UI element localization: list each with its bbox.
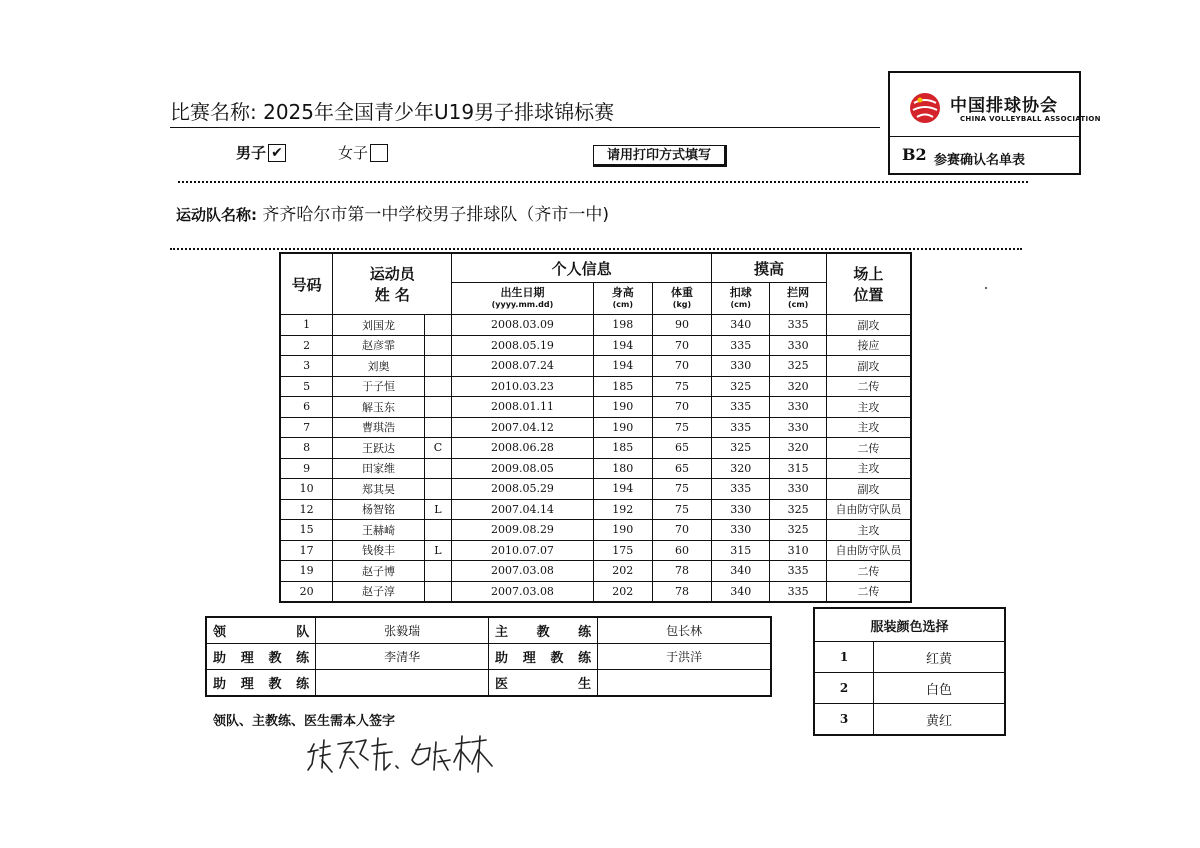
player-spike-reach: 335 xyxy=(712,417,770,438)
header-block-label: 拦网 xyxy=(787,285,810,299)
roster-row xyxy=(280,438,911,459)
player-weight: 65 xyxy=(652,458,711,479)
player-number: 12 xyxy=(280,499,333,520)
assistant-coach-3-value xyxy=(316,670,489,697)
player-position: 副攻 xyxy=(826,315,911,336)
player-spike-reach: 340 xyxy=(712,561,770,582)
player-dob: 2007.03.08 xyxy=(452,581,593,602)
player-name: 田家维 xyxy=(333,458,424,479)
player-name: 刘国龙 xyxy=(333,315,424,336)
event-title-row xyxy=(170,96,614,125)
player-spike-reach: 330 xyxy=(712,520,770,541)
player-role-mark: L xyxy=(424,540,452,561)
player-height: 194 xyxy=(593,335,652,356)
player-block-reach: 325 xyxy=(770,499,826,520)
player-role-mark xyxy=(424,458,452,479)
header-height-label: 身高 xyxy=(611,285,634,299)
header-athlete xyxy=(333,253,452,315)
player-dob: 2009.08.05 xyxy=(452,458,593,479)
player-spike-reach: 335 xyxy=(712,335,770,356)
player-weight: 78 xyxy=(652,561,711,582)
header-dob xyxy=(452,283,593,315)
player-position: 二传 xyxy=(826,438,911,459)
player-block-reach: 330 xyxy=(770,397,826,418)
player-dob: 2008.01.11 xyxy=(452,397,593,418)
player-block-reach: 315 xyxy=(770,458,826,479)
handwritten-signature xyxy=(300,730,530,790)
female-label: 女子 xyxy=(338,144,369,162)
player-block-reach: 335 xyxy=(770,315,826,336)
player-height: 194 xyxy=(593,356,652,377)
male-label: 男子 xyxy=(236,144,267,162)
team-row xyxy=(176,200,609,225)
player-block-reach: 320 xyxy=(770,438,826,459)
roster-row xyxy=(280,315,911,336)
header-dob-label: 出生日期 xyxy=(500,285,545,299)
roster-row xyxy=(280,479,911,500)
uniform-option-color: 黄红 xyxy=(874,704,1006,736)
head-coach-label: 主 教 练 xyxy=(488,617,597,644)
header-block xyxy=(770,283,826,315)
player-role-mark xyxy=(424,356,452,377)
header-height-unit: (cm) xyxy=(612,299,633,309)
uniform-color-table xyxy=(813,607,1006,736)
roster-body xyxy=(280,315,911,603)
player-weight: 90 xyxy=(652,315,711,336)
leader-label xyxy=(206,617,316,644)
event-label: 比赛名称: xyxy=(170,100,257,124)
roster-row xyxy=(280,520,911,541)
header-spike-label: 扣球 xyxy=(729,285,752,299)
player-role-mark xyxy=(424,335,452,356)
player-block-reach: 325 xyxy=(770,356,826,377)
player-height: 198 xyxy=(593,315,652,336)
roster-row xyxy=(280,458,911,479)
player-name: 刘奥 xyxy=(333,356,424,377)
player-number: 8 xyxy=(280,438,333,459)
player-dob: 2010.07.07 xyxy=(452,540,593,561)
player-dob: 2009.08.29 xyxy=(452,520,593,541)
roster-row xyxy=(280,356,911,377)
player-number: 9 xyxy=(280,458,333,479)
player-number: 6 xyxy=(280,397,333,418)
player-position: 主攻 xyxy=(826,397,911,418)
uniform-option-number: 2 xyxy=(814,673,874,704)
print-note: 请用打印方式填写 xyxy=(593,145,727,167)
uniform-title: 服装颜色选择 xyxy=(814,608,1005,642)
header-height xyxy=(593,283,652,315)
player-position: 接应 xyxy=(826,335,911,356)
roster-row xyxy=(280,397,911,418)
roster-row xyxy=(280,499,911,520)
roster-row xyxy=(280,581,911,602)
player-role-mark xyxy=(424,315,452,336)
assistant-coach-2-label: 助 理 教 练 xyxy=(488,644,597,670)
roster-row xyxy=(280,376,911,397)
header-spike xyxy=(712,283,770,315)
association-name-en: CHINA VOLLEYBALL ASSOCIATION xyxy=(960,115,1101,123)
player-weight: 78 xyxy=(652,581,711,602)
doctor-label: 医 生 xyxy=(488,670,597,697)
player-number: 2 xyxy=(280,335,333,356)
team-name: 齐齐哈尔市第一中学校男子排球队（齐市一中) xyxy=(262,205,610,225)
player-weight: 75 xyxy=(652,479,711,500)
assistant-coach-label: 助 理 教 练 xyxy=(206,644,316,670)
header-athlete-line1: 运动员 xyxy=(369,265,415,283)
player-height: 190 xyxy=(593,520,652,541)
player-height: 180 xyxy=(593,458,652,479)
player-weight: 70 xyxy=(652,520,711,541)
player-height: 202 xyxy=(593,581,652,602)
player-role-mark xyxy=(424,581,452,602)
header-weight-unit: (kg) xyxy=(672,299,692,309)
female-checkbox[interactable] xyxy=(370,144,388,162)
doctor-value xyxy=(598,670,771,697)
player-name: 解玉东 xyxy=(333,397,424,418)
player-number: 20 xyxy=(280,581,333,602)
player-block-reach: 325 xyxy=(770,520,826,541)
player-position: 二传 xyxy=(826,581,911,602)
player-role-mark xyxy=(424,397,452,418)
volleyball-logo-icon xyxy=(908,91,942,125)
header-position xyxy=(826,253,911,315)
leader-label-text: 领 队 xyxy=(213,625,310,640)
uniform-option-number: 1 xyxy=(814,642,874,673)
player-dob: 2008.07.24 xyxy=(452,356,593,377)
association-name-cn: 中国排球协会 xyxy=(950,96,1058,116)
player-name: 郑其昊 xyxy=(333,479,424,500)
male-checkbox[interactable]: ✔ xyxy=(268,144,286,162)
player-position: 主攻 xyxy=(826,458,911,479)
event-name: 2025年全国青少年U19男子排球锦标赛 xyxy=(263,100,615,124)
player-dob: 2008.05.19 xyxy=(452,335,593,356)
player-role-mark xyxy=(424,376,452,397)
roster-row xyxy=(280,540,911,561)
head-coach-value: 包长林 xyxy=(598,617,771,644)
dotted-divider-1 xyxy=(178,181,1028,183)
player-block-reach: 320 xyxy=(770,376,826,397)
player-number: 10 xyxy=(280,479,333,500)
team-label: 运动队名称: xyxy=(176,206,257,224)
player-block-reach: 330 xyxy=(770,479,826,500)
player-spike-reach: 325 xyxy=(712,438,770,459)
scan-speck xyxy=(985,287,987,289)
player-dob: 2007.04.12 xyxy=(452,417,593,438)
player-position: 主攻 xyxy=(826,520,911,541)
player-height: 190 xyxy=(593,417,652,438)
player-block-reach: 310 xyxy=(770,540,826,561)
uniform-option-number: 3 xyxy=(814,704,874,736)
player-position: 副攻 xyxy=(826,356,911,377)
player-weight: 75 xyxy=(652,417,711,438)
player-height: 194 xyxy=(593,479,652,500)
player-weight: 75 xyxy=(652,376,711,397)
player-block-reach: 330 xyxy=(770,417,826,438)
player-name: 于子恒 xyxy=(333,376,424,397)
player-role-mark: L xyxy=(424,499,452,520)
header-personal-info: 个人信息 xyxy=(452,253,712,283)
roster-row xyxy=(280,335,911,356)
header-athlete-line2: 姓 名 xyxy=(374,286,410,304)
player-position: 副攻 xyxy=(826,479,911,500)
roster-row xyxy=(280,561,911,582)
player-dob: 2010.03.23 xyxy=(452,376,593,397)
player-name: 王跃达 xyxy=(333,438,424,459)
player-weight: 65 xyxy=(652,438,711,459)
player-name: 赵子博 xyxy=(333,561,424,582)
player-position: 自由防守队员 xyxy=(826,499,911,520)
player-weight: 75 xyxy=(652,499,711,520)
player-height: 192 xyxy=(593,499,652,520)
header-dob-unit: (yyyy.mm.dd) xyxy=(491,299,554,309)
staff-table xyxy=(205,616,772,697)
leader-value: 张毅瑞 xyxy=(316,617,489,644)
player-spike-reach: 330 xyxy=(712,356,770,377)
player-spike-reach: 335 xyxy=(712,479,770,500)
player-name: 王赫崎 xyxy=(333,520,424,541)
player-role-mark xyxy=(424,479,452,500)
header-position-line1: 场上 xyxy=(853,265,884,283)
player-height: 185 xyxy=(593,438,652,459)
player-role-mark xyxy=(424,520,452,541)
player-spike-reach: 320 xyxy=(712,458,770,479)
player-number: 17 xyxy=(280,540,333,561)
logo-divider xyxy=(890,136,1079,137)
player-height: 190 xyxy=(593,397,652,418)
player-dob: 2007.04.14 xyxy=(452,499,593,520)
player-position: 二传 xyxy=(826,561,911,582)
player-name: 杨智铭 xyxy=(333,499,424,520)
player-number: 15 xyxy=(280,520,333,541)
player-number: 1 xyxy=(280,315,333,336)
player-dob: 2008.03.09 xyxy=(452,315,593,336)
assistant-coach-3-label: 助 理 教 练 xyxy=(206,670,316,697)
player-block-reach: 335 xyxy=(770,561,826,582)
player-block-reach: 330 xyxy=(770,335,826,356)
player-height: 185 xyxy=(593,376,652,397)
player-spike-reach: 330 xyxy=(712,499,770,520)
player-weight: 60 xyxy=(652,540,711,561)
logo-box xyxy=(888,71,1101,175)
player-role-mark: C xyxy=(424,438,452,459)
gender-male xyxy=(236,142,286,163)
form-code: B2 xyxy=(902,145,927,164)
uniform-option-color: 白色 xyxy=(874,673,1006,704)
roster-row xyxy=(280,417,911,438)
player-weight: 70 xyxy=(652,397,711,418)
player-number: 5 xyxy=(280,376,333,397)
player-spike-reach: 325 xyxy=(712,376,770,397)
roster-table xyxy=(279,252,912,603)
player-spike-reach: 335 xyxy=(712,397,770,418)
signature-note: 领队、主教练、医生需本人签字 xyxy=(213,714,396,729)
player-name: 赵彦霏 xyxy=(333,335,424,356)
player-role-mark xyxy=(424,417,452,438)
assistant-coach-1-value: 李清华 xyxy=(316,644,489,670)
uniform-option-color: 红黄 xyxy=(874,642,1006,673)
gender-female xyxy=(338,142,388,163)
player-dob: 2008.06.28 xyxy=(452,438,593,459)
header-spike-unit: (cm) xyxy=(730,299,751,309)
assistant-coach-2-value: 于洪洋 xyxy=(598,644,771,670)
header-number: 号码 xyxy=(280,253,333,315)
title-underline xyxy=(170,127,880,128)
header-block-unit: (cm) xyxy=(787,299,809,309)
player-spike-reach: 340 xyxy=(712,315,770,336)
player-number: 7 xyxy=(280,417,333,438)
form-name: 参赛确认名单表 xyxy=(934,153,1026,168)
player-position: 自由防守队员 xyxy=(826,540,911,561)
player-position: 主攻 xyxy=(826,417,911,438)
player-height: 202 xyxy=(593,561,652,582)
header-weight-label: 体重 xyxy=(670,285,693,299)
header-position-line2: 位置 xyxy=(853,286,884,304)
header-reach: 摸高 xyxy=(712,253,827,283)
header-weight xyxy=(652,283,711,315)
player-height: 175 xyxy=(593,540,652,561)
player-weight: 70 xyxy=(652,356,711,377)
player-name: 曹琪浩 xyxy=(333,417,424,438)
player-position: 二传 xyxy=(826,376,911,397)
player-role-mark xyxy=(424,561,452,582)
player-spike-reach: 315 xyxy=(712,540,770,561)
player-spike-reach: 340 xyxy=(712,581,770,602)
player-number: 3 xyxy=(280,356,333,377)
player-dob: 2008.05.29 xyxy=(452,479,593,500)
player-number: 19 xyxy=(280,561,333,582)
player-weight: 70 xyxy=(652,335,711,356)
player-block-reach: 335 xyxy=(770,581,826,602)
player-name: 赵子淳 xyxy=(333,581,424,602)
dotted-divider-2 xyxy=(170,248,1022,250)
player-name: 钱俊丰 xyxy=(333,540,424,561)
player-dob: 2007.03.08 xyxy=(452,561,593,582)
